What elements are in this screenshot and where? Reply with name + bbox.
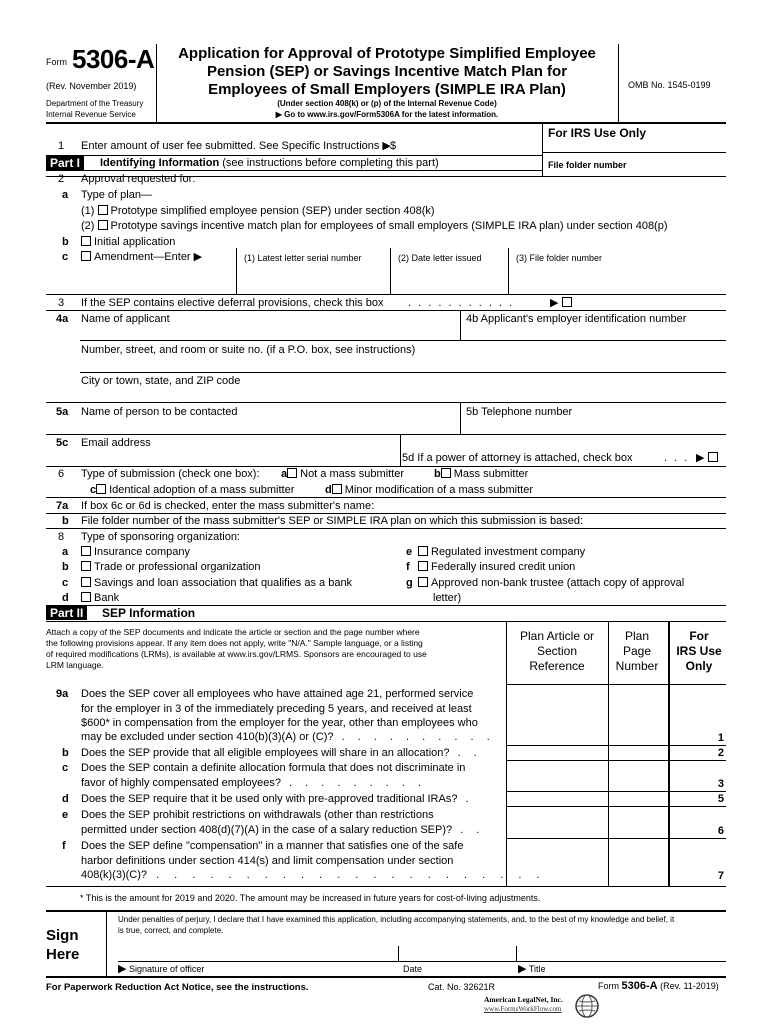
latest-serial-label: (1) Latest letter serial number xyxy=(244,253,362,263)
line-9a-text-3: $600* in compensation from the employer for the year, other than employees who xyxy=(81,717,478,729)
col-head-rule xyxy=(506,684,726,685)
line-3-dots: . . . . . . . . . . . xyxy=(408,297,515,309)
line-8g-continued: letter) xyxy=(433,592,462,604)
line-7a-number: 7a xyxy=(56,500,69,512)
line-9b-irs-code: 2 xyxy=(717,747,724,759)
elective-deferral-checkbox[interactable] xyxy=(562,297,572,307)
sep-408k-checkbox[interactable] xyxy=(98,205,108,215)
irs-use-title: For IRS Use Only xyxy=(548,126,647,140)
line-8a: Insurance company xyxy=(81,546,190,559)
line-3-label: If the SEP contains elective deferral provisions, check this box xyxy=(81,297,384,309)
title-line-1: Application for Approval of Prototype Simplified Employee xyxy=(178,45,596,62)
row-9d-rule xyxy=(506,806,726,807)
power-of-attorney-checkbox[interactable] xyxy=(708,452,718,462)
amend-col-divider-2 xyxy=(390,248,391,294)
arrow-right-icon: ▶ xyxy=(190,251,203,263)
line-8b-letter: b xyxy=(62,561,69,573)
col-irs-head-3: Only xyxy=(685,659,713,673)
street-rule xyxy=(80,372,726,373)
amend-folder-input[interactable] xyxy=(512,272,722,290)
footer-form-id: Form 5306-A (Rev. 11-2019) xyxy=(598,980,719,992)
part-2-bottom-rule xyxy=(46,886,726,887)
form-number: 5306-A xyxy=(72,44,155,74)
line-9e-page-input[interactable] xyxy=(612,821,664,839)
amendment-checkbox[interactable] xyxy=(81,251,91,261)
arrow-right-icon: ▶ xyxy=(550,297,562,309)
paperwork-notice: For Paperwork Reduction Act Notice, see the instructions. xyxy=(46,982,309,993)
irs-box-rule xyxy=(542,152,726,153)
date-title-divider xyxy=(516,946,517,962)
header-rule xyxy=(46,122,726,124)
row-9e-rule xyxy=(506,838,726,839)
date-issued-label: (2) Date letter issued xyxy=(398,253,482,263)
line-4a-rule xyxy=(80,340,726,341)
poa-dots: . . . xyxy=(664,452,690,464)
department: Department of the Treasury xyxy=(46,99,144,108)
regulated-investment-checkbox[interactable] xyxy=(418,546,428,556)
line-3-check xyxy=(550,297,575,310)
line-2c-letter: c xyxy=(62,251,69,263)
line-8e: Regulated investment company xyxy=(418,546,585,559)
arrow-right-icon: ▶ xyxy=(518,963,527,975)
arrow-right-icon: ▶ xyxy=(118,963,127,975)
line-9e-letter: e xyxy=(62,809,69,821)
line-9d-text: Does the SEP require that it be used only with pre-approved traditional IRAs? . xyxy=(81,793,474,805)
line-9f-text-2: harbor definitions under section 414(s) and limit compensation under section xyxy=(81,855,454,867)
non-bank-trustee-checkbox[interactable] xyxy=(418,577,428,587)
col-divider-2 xyxy=(608,621,609,886)
part-2-rule xyxy=(46,621,726,622)
form-word: Form xyxy=(46,57,67,67)
applicant-name-label: Name of applicant xyxy=(81,313,170,325)
file-folder-col-label: (3) File folder number xyxy=(516,253,603,263)
sign-top-rule xyxy=(46,910,726,912)
line-9c-irs-code: 3 xyxy=(717,778,724,790)
part-1-rule xyxy=(46,170,542,171)
part-1-title: Identifying Information (see instructions before completing this part) xyxy=(100,157,439,169)
credit-union-checkbox[interactable] xyxy=(418,561,428,571)
line-7-rule xyxy=(46,528,726,529)
line-9f-irs-code: 7 xyxy=(717,870,724,882)
line-9a-irs-code: 1 xyxy=(717,732,724,744)
poa-check xyxy=(696,452,721,465)
col-page-head-2: Page xyxy=(622,644,652,658)
line-3-rule xyxy=(46,310,726,311)
line-9b-letter: b xyxy=(62,747,69,759)
signature-input[interactable] xyxy=(124,943,394,961)
line-5c-number: 5c xyxy=(56,437,69,449)
omb-number: OMB No. 1545-0199 xyxy=(628,80,711,90)
penalty-text-2: is true, correct, and complete. xyxy=(118,926,224,935)
line-2a2: (2) Prototype savings incentive match plan for employees of small employers (SIMPLE IRA plan) under section 408(p) xyxy=(81,220,668,232)
footnote: * This is the amount for 2019 and 2020. The amount may be increased in future years for cost-of-living adjustments. xyxy=(80,893,541,903)
line-9e-text-2: permitted under section 408(d)(7)(A) in the case of a salary reduction SEP)? . . xyxy=(81,824,485,836)
col-irs-head-1: For xyxy=(689,629,709,643)
part-1-label: Part I xyxy=(46,156,84,170)
irs-box-left xyxy=(542,122,543,176)
line-2-label: Approval requested for: xyxy=(81,173,196,185)
contact-name-label: Name of person to be contacted xyxy=(81,406,238,418)
line-9f-page-input[interactable] xyxy=(612,866,664,884)
line-1-rule xyxy=(46,155,542,156)
date-issued-input[interactable] xyxy=(394,272,504,290)
city-label: City or town, state, and ZIP code xyxy=(81,375,241,387)
line-6b: b Mass submitter xyxy=(434,468,529,480)
poa-label: 5d If a power of attorney is attached, check box xyxy=(402,452,633,464)
line-5c-divider xyxy=(400,434,401,466)
col-article-head-3: Reference xyxy=(529,659,585,673)
line-6d: d Minor modification of a mass submitter xyxy=(325,484,534,496)
file-folder-label: File folder number xyxy=(548,160,627,170)
line-1-dollar: $ xyxy=(390,140,397,152)
date-label: Date xyxy=(403,964,423,974)
line-8e-letter: e xyxy=(406,546,413,558)
line-8d: Bank xyxy=(81,592,119,605)
title-label: ▶ Title xyxy=(518,963,546,975)
amend-col-divider-1 xyxy=(236,248,237,294)
mass-submitter-folder-label: File folder number of the mass submitter's SEP or SIMPLE IRA plan on which this submission is based: xyxy=(81,515,584,527)
street-label: Number, street, and room or suite no. (if a P.O. box, see instructions) xyxy=(81,344,416,356)
trade-organization-checkbox[interactable] xyxy=(81,561,91,571)
line-8g: Approved non-bank trustee (attach copy of approval xyxy=(418,577,684,590)
row-9b-rule xyxy=(506,760,726,761)
col-article-head-2: Section xyxy=(536,644,578,658)
arrow-right-icon: ▶ xyxy=(696,452,708,464)
signature-rule xyxy=(118,961,726,962)
line-5-divider xyxy=(460,402,461,434)
identical-adoption-checkbox[interactable] xyxy=(96,484,106,494)
insurance-company-checkbox[interactable] xyxy=(81,546,91,556)
line-6a: a Not a mass submitter xyxy=(281,468,405,480)
line-9a-text-1: Does the SEP cover all employees who have attained age 21, performed service xyxy=(81,688,474,700)
line-8a-letter: a xyxy=(62,546,69,558)
line-1-label: Enter amount of user fee submitted. See Specific Instructions ▶ xyxy=(81,140,391,152)
line-2b-letter: b xyxy=(62,236,69,248)
city-rule xyxy=(46,402,726,403)
line-8g-letter: g xyxy=(406,577,413,589)
minor-modification-checkbox[interactable] xyxy=(332,484,342,494)
line-8c-letter: c xyxy=(62,577,69,589)
line-9d-irs-code: 5 xyxy=(717,793,724,805)
line-5-rule xyxy=(46,466,726,467)
sign-divider xyxy=(106,910,107,976)
ein-label: 4b Applicant's employer identification number xyxy=(466,313,687,325)
line-8d-letter: d xyxy=(62,592,69,604)
bank-checkbox[interactable] xyxy=(81,592,91,602)
sign-title-2: Here xyxy=(46,946,80,963)
line-9a-number: 9a xyxy=(56,688,69,700)
not-mass-submitter-checkbox[interactable] xyxy=(287,468,297,478)
initial-application-checkbox[interactable] xyxy=(81,236,91,246)
arrow-right-icon: ▶ xyxy=(379,140,391,152)
savings-loan-checkbox[interactable] xyxy=(81,577,91,587)
sig-date-divider xyxy=(398,946,399,962)
line-2a-letter: a xyxy=(62,189,69,201)
catalog-number: Cat. No. 32621R xyxy=(428,982,496,992)
line-9a-text-2: for the employer in 3 of the immediately preceding 5 years, and received at least xyxy=(81,703,472,715)
col-page-head-3: Number xyxy=(615,659,659,673)
line-3-number: 3 xyxy=(58,297,65,309)
line-2-number: 2 xyxy=(58,173,65,185)
line-9f-letter: f xyxy=(62,840,66,852)
ein-input[interactable] xyxy=(466,326,722,344)
line-9f-article-input[interactable] xyxy=(510,866,604,884)
latest-serial-input[interactable] xyxy=(240,272,386,290)
agency: Internal Revenue Service xyxy=(46,110,136,119)
signature-label: ▶ Signature of officer xyxy=(118,963,205,975)
line-8-number: 8 xyxy=(58,531,65,543)
amend-col-divider-3 xyxy=(508,248,509,294)
date-input[interactable] xyxy=(402,943,512,961)
line-4a-number: 4a xyxy=(56,313,69,325)
line-2a-label: Type of plan— xyxy=(81,189,152,201)
line-9c-letter: c xyxy=(62,762,69,774)
line-9e-text-1: Does the SEP prohibit restrictions on withdrawals (other than restrictions xyxy=(81,809,434,821)
line-4-divider xyxy=(460,310,461,340)
line-5a-number: 5a xyxy=(56,406,69,418)
email-input[interactable] xyxy=(160,434,396,452)
col-irs-head-2: IRS Use xyxy=(676,644,722,658)
col-divider-1 xyxy=(506,621,507,886)
part-2-intro-2: the following provisions appear. If any item does not apply, write "N/A." Sample language, or a listing xyxy=(46,638,423,648)
header-divider-right xyxy=(618,44,619,122)
line-8b: Trade or professional organization xyxy=(81,561,261,574)
line-9f-text-3: 408(k)(3)(C)? . . . . . . . . . . . . . . . . . . . . . . xyxy=(81,869,546,881)
line-9a-text-4: may be excluded under section 410(b)(3)(A) or (C)? . . . . . . . . . . xyxy=(81,731,495,743)
line-8c: Savings and loan association that qualifies as a bank xyxy=(81,577,352,590)
line-9c-text-1: Does the SEP contain a definite allocation formula that does not discriminate in xyxy=(81,762,466,774)
title-line-3: Employees of Small Employers (SIMPLE IRA Plan) xyxy=(208,81,566,98)
subtitle-authority: (Under section 408(k) or (p) of the Internal Revenue Code) xyxy=(277,99,497,108)
line-8f-letter: f xyxy=(406,561,410,573)
publisher-url[interactable]: www.FormsWorkFlow.com xyxy=(484,1005,562,1013)
line-2-bottom-rule xyxy=(46,294,726,295)
title-input[interactable] xyxy=(522,943,722,961)
part-2-intro-1: Attach a copy of the SEP documents and indicate the article or section and the page number where xyxy=(46,627,420,637)
mass-submitter-checkbox[interactable] xyxy=(441,468,451,478)
user-fee-input[interactable] xyxy=(400,137,538,155)
submission-type-label: Type of submission (check one box): xyxy=(81,468,260,480)
revision-date: (Rev. November 2019) xyxy=(46,81,137,91)
line-9f-text-1: Does the SEP define "compensation" in a manner that satisfies one of the safe xyxy=(81,840,464,852)
email-label: Email address xyxy=(81,437,151,449)
sign-bottom-rule xyxy=(46,976,726,978)
penalty-text-1: Under penalties of perjury, I declare that I have examined this application, including accompanying statements, and, to the best of my knowledge and belief, it xyxy=(118,915,675,924)
line-9d-letter: d xyxy=(62,793,69,805)
sign-title-1: Sign xyxy=(46,927,79,944)
part-2-label: Part II xyxy=(46,606,87,620)
line-6c: c Identical adoption of a mass submitter xyxy=(90,484,295,496)
line-8f: Federally insured credit union xyxy=(418,561,575,574)
sponsor-type-label: Type of sponsoring organization: xyxy=(81,531,240,543)
simple-ira-checkbox[interactable] xyxy=(98,220,108,230)
line-6-number: 6 xyxy=(58,468,65,480)
line-9e-irs-code: 6 xyxy=(717,825,724,837)
publisher-name: American LegalNet, Inc. xyxy=(484,995,563,1004)
line-7b-letter: b xyxy=(62,515,69,527)
col-article-head-1: Plan Article or xyxy=(519,629,595,643)
line-9b-text: Does the SEP provide that all eligible employees will share in an allocation? . . xyxy=(81,747,482,759)
line-2c: Amendment—Enter ▶ xyxy=(81,251,202,264)
applicant-name-input[interactable] xyxy=(81,326,457,344)
line-9e-article-input[interactable] xyxy=(510,821,604,839)
telephone-label: 5b Telephone number xyxy=(466,406,573,418)
part-2-intro-3: of required modifications (LRMs), is available at www.irs.gov/LRMS. Sponsors are encouraged to use xyxy=(46,649,427,659)
subtitle-website: ▶ Go to www.irs.gov/Form5306A for the latest information. xyxy=(275,110,499,119)
part-2-title: SEP Information xyxy=(102,606,196,620)
line-2a1: (1) Prototype simplified employee pension (SEP) under section 408(k) xyxy=(81,205,435,217)
title-line-2: Pension (SEP) or Savings Incentive Match Plan for xyxy=(206,63,568,80)
line-1-number: 1 xyxy=(58,140,65,152)
arrow-right-icon: ▶ xyxy=(275,110,285,119)
part-2-intro-4: LRM language. xyxy=(46,660,104,670)
line-2b: Initial application xyxy=(81,236,175,249)
line-9c-text-2: favor of highly compensated employees? . . . . . . . . . xyxy=(81,777,426,789)
col-page-head-1: Plan xyxy=(624,629,650,643)
mass-submitter-name-label: If box 6c or 6d is checked, enter the mass submitter's name: xyxy=(81,500,375,512)
publisher-globe-icon xyxy=(574,993,600,1019)
